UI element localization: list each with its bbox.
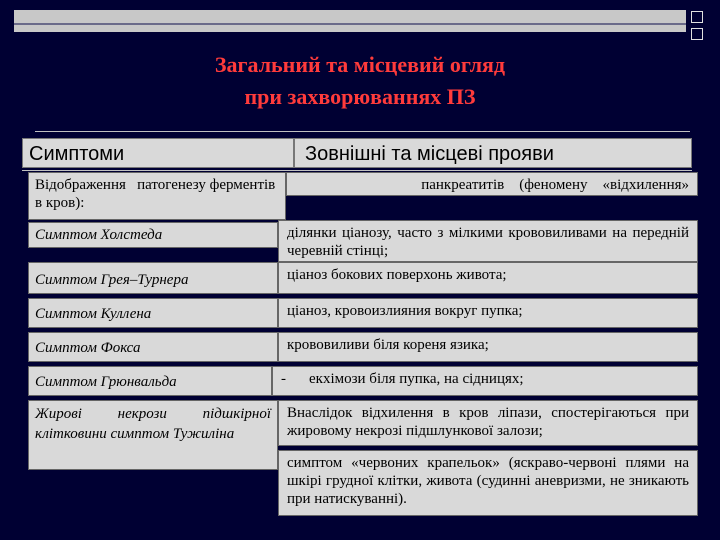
row-grunwald-dash: - (281, 371, 286, 387)
title-bar-stripe (14, 23, 686, 25)
page-title-line2: при захворюваннях ПЗ (244, 84, 476, 109)
row-holsted-value: ділянки ціанозу, часто з мілкими крововиливами на передній черевній стінці; (278, 220, 698, 262)
row-fox-value: крововиливи біля кореня язика; (278, 332, 698, 362)
header-manifestations: Зовнішні та місцеві прояви (294, 138, 692, 168)
divider-header (22, 170, 692, 171)
window-title-bar (14, 10, 686, 32)
row-grunwald-label: Симптом Грюнвальда (28, 366, 272, 396)
row-grunwald-text: екхімози біля пупка, на сідницях; (309, 371, 524, 387)
row-pathogenesis-label: Відображення патогенезу ферментів в кров): (28, 172, 286, 220)
page-title-line1: Загальний та місцевий огляд (214, 52, 506, 77)
row-grunwald-value (272, 366, 698, 396)
checkbox-2[interactable] (691, 28, 703, 40)
checkbox-1[interactable] (691, 11, 703, 23)
row-tuzhilin-label: Жирові некрози підшкірної клітковини симптом Тужиліна (28, 400, 278, 470)
row-grey-turner-value: ціаноз бокових поверхонь живота; (278, 262, 698, 294)
row-tuzhilin-value-2: симптом «червоних крапельок» (яскраво-червоні плями на шкірі грудної клітки, живота (судинні аневризми, не зникають при натискуванні). (278, 450, 698, 516)
row-tuzhilin-value: Внаслідок відхилення в кров ліпази, спостерігаються при жировому некрозі підшлункової залози; (278, 400, 698, 446)
divider-top (35, 131, 690, 132)
row-pathogenesis-value: панкреатитів (феномену «відхилення» (286, 172, 698, 196)
header-symptoms: Симптоми (22, 138, 294, 168)
row-grey-turner-label: Симптом Грея–Турнера (28, 262, 278, 294)
row-holsted-label: Симптом Холстеда (28, 222, 278, 248)
row-cullen-label: Симптом Куллена (28, 298, 278, 328)
row-fox-label: Симптом Фокса (28, 332, 278, 362)
row-cullen-value: ціаноз, кровоизлияния вокруг пупка; (278, 298, 698, 328)
